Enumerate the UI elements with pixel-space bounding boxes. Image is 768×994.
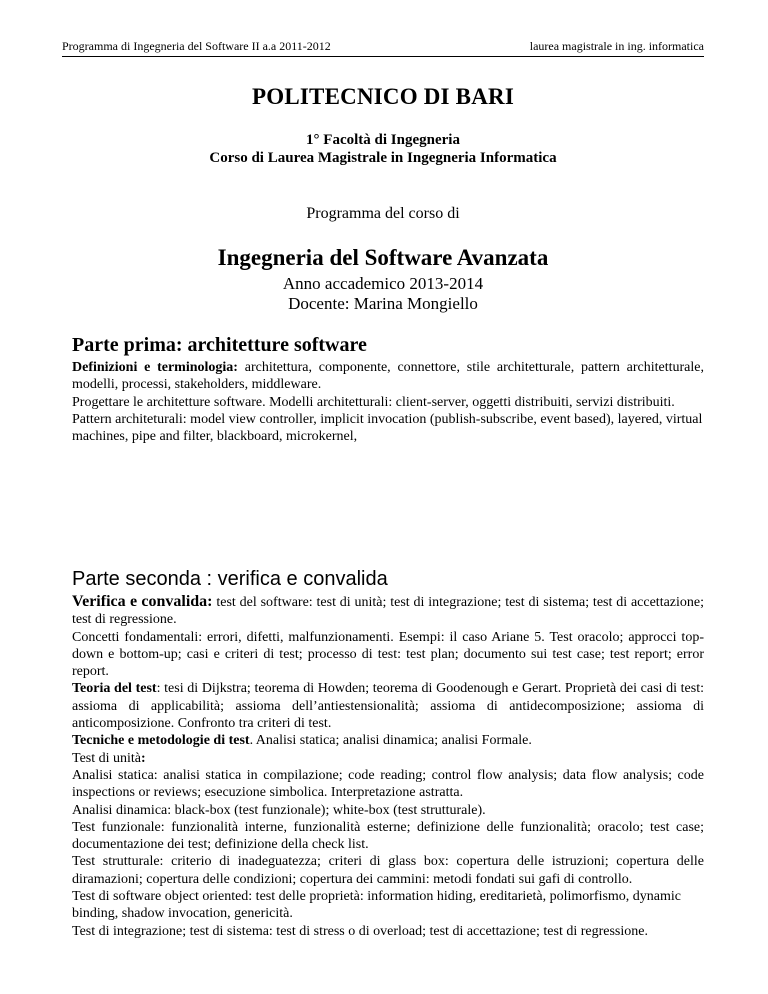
university-title: POLITECNICO DI BARI	[252, 84, 514, 109]
section2-paragraph: Analisi statica: analisi statica in compilazione; code reading; control flow analysis; data flow analysis; code inspections or reviews; esecuzione simbolica. Interpretazione astratta.	[72, 767, 704, 801]
teacher-name: Docente: Marina Mongiello	[288, 294, 478, 313]
section2-paragraph: Analisi dinamica: black-box (test funzionale); white-box (test strutturale).	[72, 802, 486, 818]
section1-body	[72, 359, 704, 445]
header-right: laurea magistrale in ing. informatica	[529, 39, 704, 53]
section2-paragraph: Test strutturale: criterio di inadeguatezza; criteri di glass box: copertura delle istruzioni; copertura delle diramazioni; copertura delle condizioni; copertura dei cammini: metodi fondati sui gafi di controllo.	[72, 854, 704, 887]
course-info	[62, 274, 704, 314]
academic-year: Anno accademico 2013-2014	[282, 274, 484, 293]
program-intro: Programma del corso di	[306, 205, 460, 222]
section2-paragraph: Teoria del test: tesi di Dijkstra; teorema di Howden; teorema di Goodenough e Gerart. Proprietà dei casi di test: assioma di applicabilità; assioma dell’antiestensionalità; assioma di antidecomposizione; assioma di anticomposizione. Confronto tra criteri di test.	[72, 681, 704, 732]
faculty-block	[62, 131, 704, 167]
section2-paragraph: Test di software object oriented: test delle proprietà: information hiding, ereditarietà, polimorfismo, dynamic binding, shadow invocation, genericità.	[72, 889, 682, 922]
page-header	[62, 36, 704, 57]
section2-paragraph: Tecniche e metodologie di test. Analisi statica; analisi dinamica; analisi Formale.	[72, 733, 532, 749]
section1-paragraph: Definizioni e terminologia: architettura, componente, connettore, stile architetturale, pattern architetturale, modelli, processi, stakeholders, middleware.	[72, 360, 704, 393]
section2-body	[72, 593, 704, 940]
header-left: Programma di Ingegneria del Software II a.a 2011-2012	[62, 39, 331, 53]
test-methods-lead: Tecniche e metodologie di test	[72, 733, 250, 749]
section1-paragraph: Progettare le architetture software. Modelli architetturali: client-server, oggetti distribuiti, servizi distribuiti.	[72, 394, 675, 410]
course-title: Ingegneria del Software Avanzata	[217, 245, 549, 270]
section2-paragraph: Concetti fondamentali: errori, difetti, malfunzionamenti. Esempi: il caso Ariane 5. Test oracolo; approcci top-down e bottom-up; casi e criteri di test; processo di test: test plan; documento sui test case; test report; error report.	[72, 629, 704, 680]
section2-lead: Verifica e convalida:	[72, 593, 213, 610]
section2-paragraph: Test di unità:	[72, 750, 146, 766]
section2-paragraph: Test di integrazione; test di sistema: test di stress o di overload; test di accettazione; test di regressione.	[72, 923, 648, 939]
degree-name: Corso di Laurea Magistrale in Ingegneria Informatica	[209, 150, 557, 166]
section2-paragraph: Verifica e convalida: test del software: test di unità; test di integrazione; test di sistema; test di accettazione; test di regressione.	[72, 593, 705, 628]
section1-heading: Parte prima: architetture software	[72, 334, 367, 356]
section2-paragraph: Test funzionale: funzionalità interne, funzionalità esterne; definizione delle funzionalità; oracolo; test case; documentazione dei test; definizione della check list.	[72, 819, 704, 853]
section1-lead: Definizioni e terminologia:	[72, 360, 238, 375]
section2-heading: Parte seconda : verifica e convalida	[72, 568, 388, 590]
section1-paragraph: Pattern architeturali: model view controller, implicit invocation (publish-subscribe, event based), layered, virtual machines, pipe and filter, blackboard, microkernel,	[72, 411, 703, 445]
faculty-name: 1° Facoltà di Ingegneria	[306, 132, 460, 148]
test-theory-lead: Teoria del test	[72, 681, 157, 697]
